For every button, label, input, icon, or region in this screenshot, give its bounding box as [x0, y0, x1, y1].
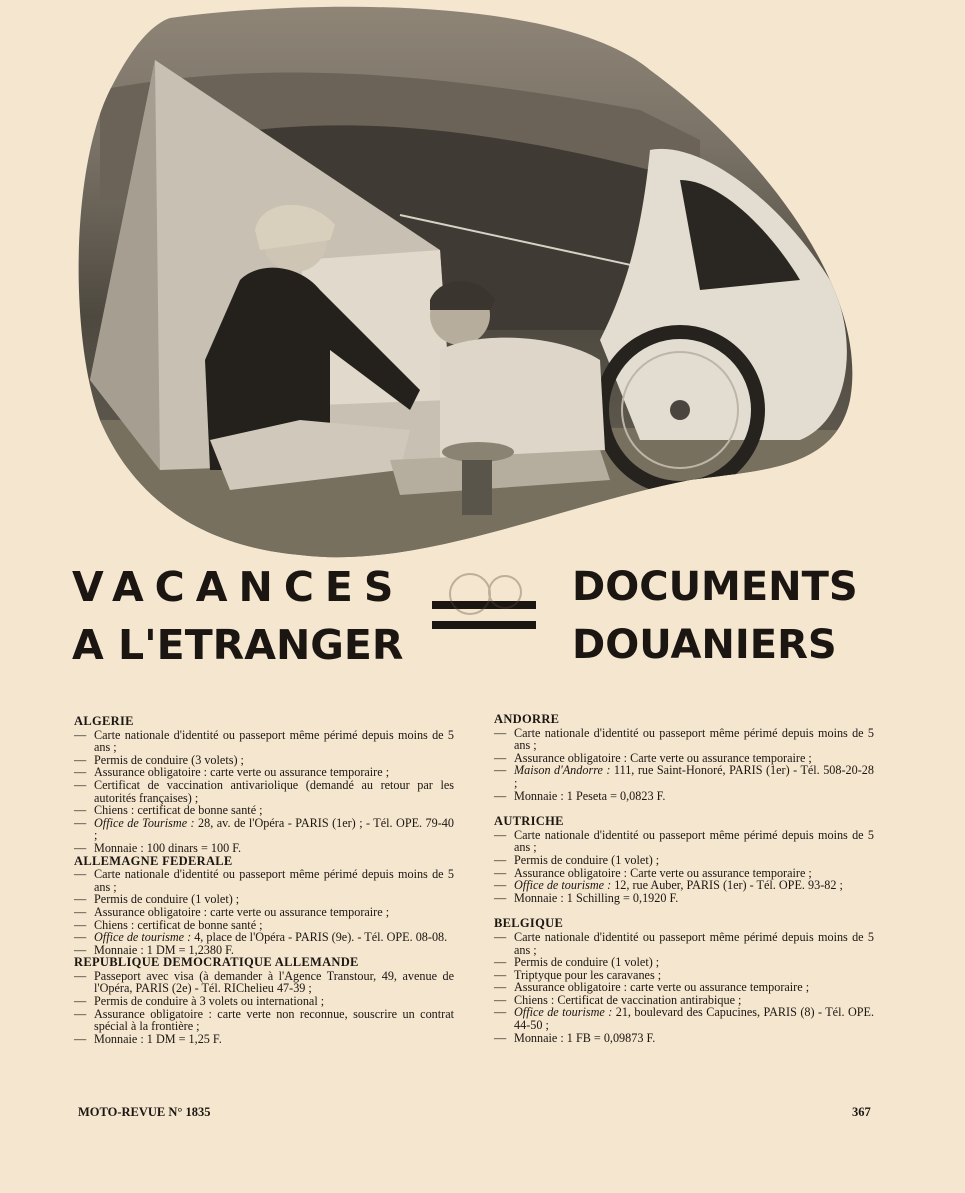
requirement-item: [494, 790, 874, 803]
footer-magazine-issue: MOTO-REVUE N° 1835: [78, 1105, 211, 1119]
requirement-item: [494, 1032, 874, 1045]
requirement-text: Carte nationale d'identité ou passeport même périmé depuis moins de 5 ans ;: [94, 727, 454, 755]
headline-vacances: VACANCES: [72, 563, 405, 611]
headline-right: [572, 558, 858, 674]
requirement-list: [74, 729, 454, 855]
footer-page-number: 367: [852, 1105, 871, 1119]
requirement-text: Triptyque pour les caravanes ;: [514, 967, 662, 982]
requirement-item: [74, 970, 454, 995]
requirement-text: Carte nationale d'identité ou passeport même périmé depuis moins de 5 ans ;: [514, 725, 874, 753]
office-address: 4, place de l'Opéra - PARIS (9e). - Tél. OPE. 08-08.: [191, 930, 448, 945]
office-label: Office de tourisme :: [94, 930, 192, 945]
headline-etranger: A L'ETRANGER: [72, 621, 404, 669]
requirement-text: Monnaie : 1 Peseta = 0,0823 F.: [514, 788, 666, 803]
headline-documents: DOCUMENTS: [572, 564, 858, 610]
office-label: Office de Tourisme :: [94, 815, 195, 830]
watermark-stamp-icon: [440, 566, 540, 626]
requirement-list: [74, 970, 454, 1046]
requirement-list: [494, 931, 874, 1044]
country-title: ALGERIE: [74, 714, 134, 728]
office-label: Office de tourisme :: [514, 1005, 613, 1020]
requirement-text: Monnaie : 1 DM = 1,2380 F.: [94, 942, 234, 957]
requirement-text: Assurance obligatoire : carte verte ou assurance temporaire ;: [94, 904, 390, 919]
requirement-item: [494, 1006, 874, 1031]
requirement-text: Chiens : certificat de bonne santé ;: [94, 917, 263, 932]
requirement-text: Monnaie : 1 DM = 1,25 F.: [94, 1031, 222, 1046]
requirement-item: [74, 1033, 454, 1046]
requirement-item: [494, 764, 874, 789]
country-section: [494, 917, 874, 1044]
requirement-list: [74, 868, 454, 956]
requirement-text: Chiens : certificat de bonne santé ;: [94, 803, 263, 818]
requirement-item: [74, 868, 454, 893]
country-section: [74, 715, 454, 855]
country-title: BELGIQUE: [494, 916, 564, 931]
headline-left: [72, 558, 404, 674]
requirement-item: [74, 944, 454, 957]
requirement-item: [74, 729, 454, 754]
requirement-text: Assurance obligatoire : carte verte ou assurance temporaire ;: [94, 765, 390, 780]
office-label: Maison d'Andorre :: [514, 763, 611, 778]
requirement-item: [74, 1008, 454, 1033]
requirement-text: Assurance obligatoire : Carte verte ou assurance temporaire ;: [514, 750, 812, 765]
requirement-text: Chiens : Certificat de vaccination antirabique ;: [514, 992, 742, 1007]
requirement-text: Carte nationale d'identité ou passeport même périmé depuis moins de 5 ans ;: [514, 929, 874, 957]
headline-douaniers: DOUANIERS: [572, 622, 837, 668]
requirement-text: Permis de conduire (1 volet) ;: [514, 852, 660, 867]
requirement-text: Monnaie : 1 Schilling = 0,1920 F.: [514, 890, 679, 905]
right-column: [494, 713, 874, 1057]
requirement-item: [74, 817, 454, 842]
requirement-text: Carte nationale d'identité ou passeport même périmé depuis moins de 5 ans ;: [94, 867, 454, 894]
country-title: ANDORRE: [494, 712, 560, 726]
office-label: Office de tourisme :: [514, 878, 612, 893]
requirement-item: [494, 892, 874, 905]
requirement-text: Certificat de vaccination antivariolique (demandé au retour par les autorités françaises) ;: [94, 777, 454, 805]
requirement-text: Permis de conduire à 3 volets ou international ;: [94, 994, 325, 1009]
requirement-item: [494, 829, 874, 854]
requirement-item: [74, 842, 454, 855]
requirement-text: Passeport avec visa (à demander à l'Agence Transtour, 49, avenue de l'Opéra, PARIS (2e) - Tél. RIChelieu 47-39 ;: [94, 968, 454, 996]
country-section: [494, 815, 874, 904]
requirement-item: [494, 727, 874, 752]
requirement-text: Monnaie : 100 dinars = 100 F.: [94, 840, 242, 855]
office-address: 111, rue Saint-Honoré, PARIS (1er) - Tél. 508-20-28 ;: [514, 763, 874, 790]
office-address: 12, rue Auber, PARIS (1er) - Tél. OPE. 93-82 ;: [611, 878, 843, 893]
left-column: [74, 715, 454, 1045]
requirement-text: Permis de conduire (3 volets) ;: [94, 752, 244, 767]
office-address: 21, boulevard des Capucines, PARIS (8) - Tél. OPE. 44-50 ;: [514, 1005, 875, 1033]
requirement-text: Monnaie : 1 FB = 0,09873 F.: [514, 1030, 656, 1045]
country-section: [74, 855, 454, 957]
requirement-item: [494, 931, 874, 956]
camping-photo: [0, 0, 965, 575]
requirement-text: Permis de conduire (1 volet) ;: [94, 892, 240, 907]
country-title: AUTRICHE: [494, 814, 564, 829]
country-title: REPUBLIQUE DEMOCRATIQUE ALLEMANDE: [74, 955, 359, 970]
office-address: 28, av. de l'Opéra - PARIS (1er) ; - Tél. OPE. 79-40 ;: [94, 815, 454, 843]
country-title: ALLEMAGNE FEDERALE: [74, 853, 233, 868]
requirement-text: Carte nationale d'identité ou passeport même périmé depuis moins de 5 ans ;: [514, 827, 874, 855]
requirement-list: [494, 829, 874, 905]
country-section: [74, 956, 454, 1045]
requirement-text: Assurance obligatoire : Carte verte ou assurance temporaire ;: [514, 865, 812, 880]
requirement-item: [74, 779, 454, 804]
requirement-text: Assurance obligatoire : carte verte ou assurance temporaire ;: [514, 980, 810, 995]
requirement-text: Assurance obligatoire : carte verte non reconnue, souscrire un contrat spécial à la frontière ;: [94, 1006, 454, 1034]
requirement-list: [494, 727, 874, 803]
requirement-text: Permis de conduire (1 volet) ;: [514, 955, 660, 970]
country-section: [494, 713, 874, 802]
